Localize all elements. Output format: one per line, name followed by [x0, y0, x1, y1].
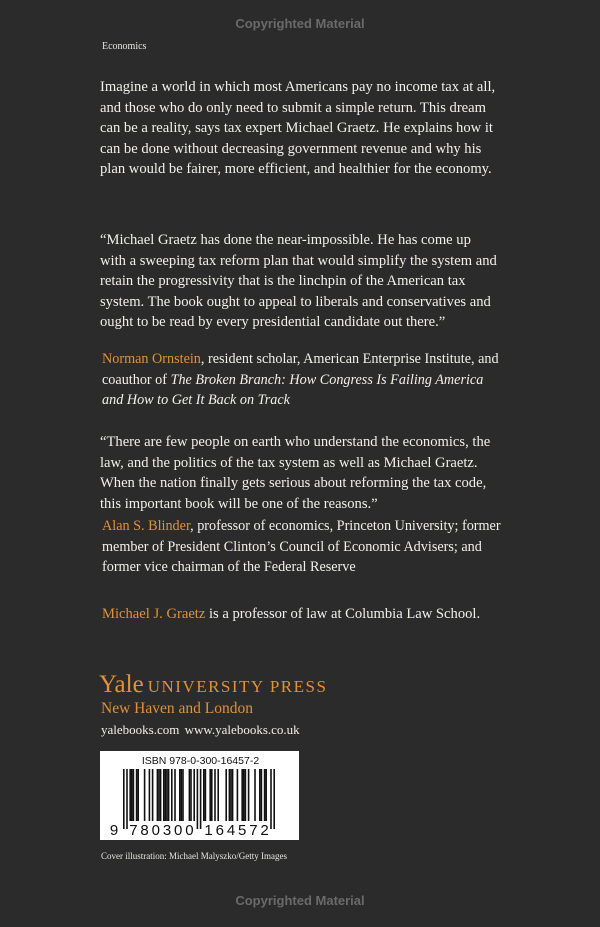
barcode-digit: 0	[185, 822, 194, 839]
barcode-digit: 7	[249, 822, 258, 839]
barcode-bar	[174, 769, 176, 821]
attribution-role: , resident scholar, American Enterprise Institute, and coauthor of	[102, 351, 499, 388]
barcode-bar	[181, 769, 183, 821]
barcode-bar	[229, 769, 231, 821]
publisher-university-press: UNIVERSITY PRESS	[147, 677, 328, 696]
barcode-bar	[265, 769, 267, 821]
barcode-bar	[259, 769, 261, 821]
author-name: Michael J. Graetz	[102, 606, 206, 622]
barcode-bar	[270, 769, 272, 829]
barcode-bar	[144, 769, 146, 821]
attribution-book-title: The Broken Branch: How Congress Is Failing America and How to Get It Back on Track	[102, 371, 484, 408]
barcode-digit: 3	[162, 822, 172, 839]
publisher-logo	[99, 671, 327, 699]
barcode-bar	[248, 769, 250, 821]
barcode-bar	[168, 769, 170, 821]
barcode-digit: 4	[226, 822, 236, 839]
quote-blinder: “There are few people on earth who understand the economics, the law, and the politics of the tax system as well as Michael Graetz. When the nation finally gets serious about reforming the tax code, this important book will be one of the reasons.”	[100, 434, 491, 512]
publisher-websites: yalebooks.com www.yalebooks.co.uk	[101, 722, 300, 737]
barcode-bar	[126, 769, 128, 829]
barcode-bar	[129, 769, 131, 821]
barcode-bar	[123, 769, 125, 829]
barcode-digit: 2	[260, 822, 269, 839]
barcode-bar	[205, 769, 207, 821]
barcode-bar	[158, 769, 160, 821]
attribution-blinder	[102, 516, 502, 578]
barcode-bar	[166, 769, 168, 821]
barcode-bar	[214, 769, 216, 821]
barcode-bar	[245, 769, 247, 821]
cover-credit: Cover illustration: Michael Malyszko/Getty Images	[101, 851, 287, 861]
barcode-bar	[261, 769, 263, 821]
isbn-label: ISBN 978-0-300-16457-2	[141, 755, 260, 767]
barcode-digit: 0	[174, 822, 183, 839]
barcode-bar	[225, 769, 227, 821]
barcode-bar	[217, 769, 219, 821]
barcode-bar	[254, 769, 256, 821]
barcode-bar	[157, 769, 159, 821]
barcode-bar	[211, 769, 213, 821]
barcode-bar	[163, 769, 165, 821]
barcode-bar	[152, 769, 154, 821]
watermark-top: Copyrighted Material	[235, 16, 365, 31]
author-bio	[102, 606, 480, 623]
barcode-bar	[165, 769, 167, 821]
barcode-digit: 7	[129, 822, 138, 839]
barcode-bar	[190, 769, 192, 821]
barcode-bar	[203, 769, 205, 821]
barcode-bar	[209, 769, 211, 821]
barcode-bar	[149, 769, 151, 821]
barcode-bar	[160, 769, 162, 821]
barcode-bar	[171, 769, 173, 821]
watermark-bottom: Copyrighted Material	[235, 893, 365, 908]
barcode-bar	[133, 769, 135, 821]
barcode-digit: 8	[140, 822, 149, 839]
barcode-bar	[179, 769, 181, 821]
publisher-location: New Haven and London	[101, 700, 253, 717]
barcode-digit: 0	[151, 822, 160, 839]
barcode	[100, 751, 299, 840]
barcode-bar	[243, 769, 245, 821]
category-label: Economics	[102, 41, 147, 52]
publisher-yale: Yale	[99, 671, 144, 698]
quote-ornstein: “Michael Graetz has done the near-impossible. He has come up with a sweeping tax reform plan that would simplify the system and retain the progressivity that is the linchpin of the American tax system. The book ought to appeal to liberals and conservatives and ought to be read by every presidential candidate out there.”	[100, 232, 497, 330]
author-bio-text: is a professor of law at Columbia Law School.	[205, 606, 481, 622]
barcode-bar	[241, 769, 243, 821]
barcode-digit: 6	[215, 822, 224, 839]
barcode-digit: 1	[204, 822, 213, 839]
barcode-bar	[232, 769, 234, 821]
barcode-digit: 9	[109, 822, 119, 839]
intro-blurb: Imagine a world in which most Americans pay no income tax at all, and those who do only need to submit a simple return. This dream can be a reality, says tax expert Michael Graetz. He explains how it can be done without decreasing government revenue and why his plan would be fairer, more efficient, and healthier for the economy.	[100, 79, 496, 177]
barcode-digit: 5	[238, 822, 247, 839]
attribution-name: Alan S. Blinder	[102, 518, 191, 534]
barcode-bar	[264, 769, 266, 821]
barcode-bar	[131, 769, 133, 821]
barcode-bar	[230, 769, 232, 821]
barcode-bar	[237, 769, 239, 821]
barcode-bar	[193, 769, 195, 821]
attribution-ornstein	[102, 349, 502, 411]
barcode-bar	[273, 769, 275, 829]
barcode-bar	[182, 769, 184, 821]
barcode-bar	[197, 769, 199, 829]
attribution-role: , professor of economics, Princeton University; former member of President Clinton’s Council of Economic Advisers; and former vice chairman of the Federal Reserve	[102, 518, 501, 575]
barcode-bar	[189, 769, 191, 821]
barcode-bar	[200, 769, 202, 829]
attribution-name: Norman Ornstein	[102, 351, 201, 367]
barcode-bar	[137, 769, 139, 821]
barcode-bar	[136, 769, 138, 821]
